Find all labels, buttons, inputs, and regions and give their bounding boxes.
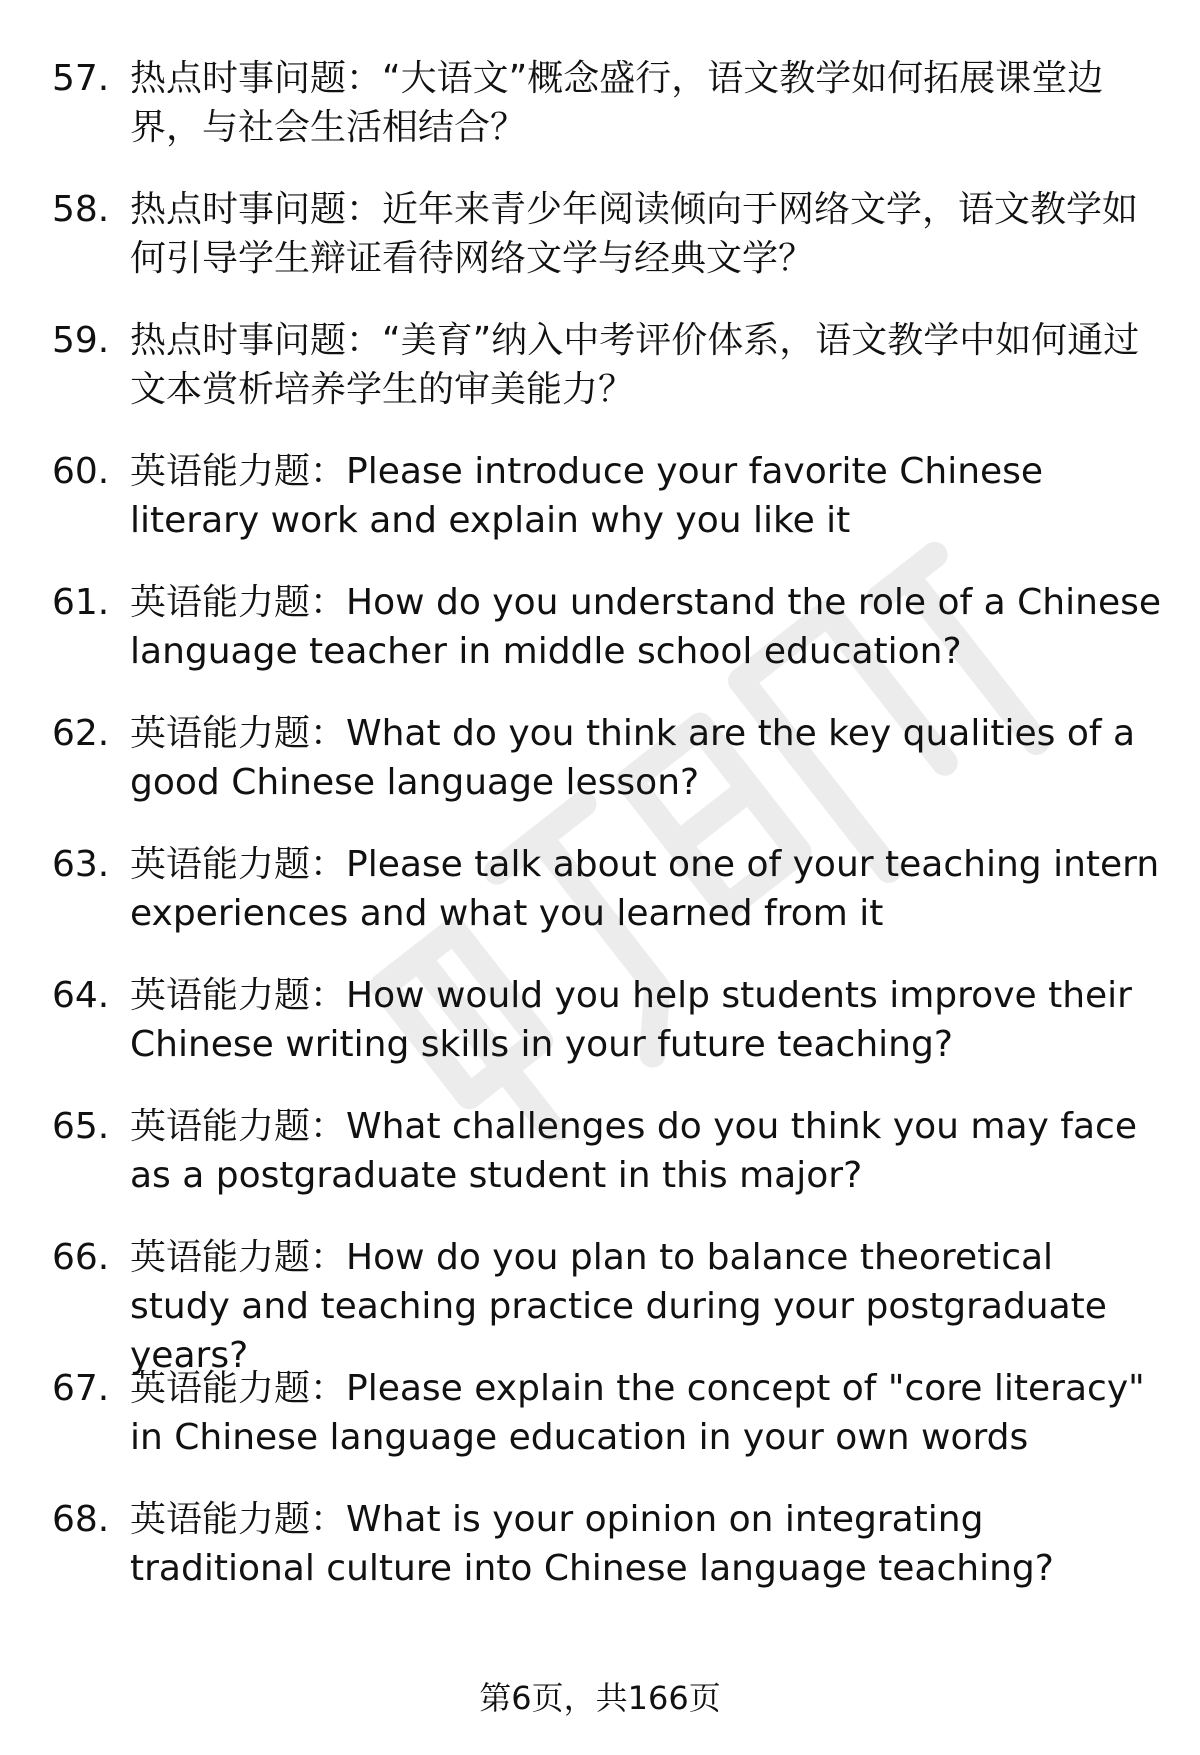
question-text: 英语能力题：What challenges do you think you may face as a postgraduate student in this major? xyxy=(130,1106,1137,1196)
question-text: 英语能力题：Please talk about one of your teaching intern experiences and what you learned from it xyxy=(130,844,1160,934)
question-text: 英语能力题：How would you help students improve their Chinese writing skills in your future teaching? xyxy=(130,975,1132,1065)
question-item xyxy=(52,447,1162,578)
question-item xyxy=(52,971,1162,1102)
question-number: 64. xyxy=(52,975,110,1016)
question-item xyxy=(52,54,1162,185)
question-item xyxy=(52,316,1162,447)
question-text: 热点时事问题：近年来青少年阅读倾向于网络文学，语文教学如何引导学生辩证看待网络文学与经典文学？ xyxy=(130,189,1139,279)
question-number: 66. xyxy=(52,1237,110,1278)
question-number: 68. xyxy=(52,1499,110,1540)
question-text: 英语能力题：Please explain the concept of "core literacy" in Chinese language education in your own words xyxy=(130,1368,1145,1458)
question-item xyxy=(52,709,1162,840)
question-text: 热点时事问题：“大语文”概念盛行，语文教学如何拓展课堂边界，与社会生活相结合？ xyxy=(130,58,1104,148)
question-text: 英语能力题：How do you understand the role of a Chinese language teacher in middle school education? xyxy=(130,582,1161,672)
question-item xyxy=(52,185,1162,316)
question-item xyxy=(52,1102,1162,1233)
page-number-footer: 第6页，共166页 xyxy=(479,1679,721,1717)
question-text: 热点时事问题：“美育”纳入中考评价体系，语文教学中如何通过文本赏析培养学生的审美能力？ xyxy=(130,320,1140,410)
question-text: 英语能力题：What do you think are the key qualities of a good Chinese language lesson? xyxy=(130,713,1136,803)
question-item xyxy=(52,840,1162,971)
question-number: 59. xyxy=(52,320,110,361)
question-item xyxy=(52,1495,1162,1626)
question-number: 67. xyxy=(52,1368,110,1409)
question-list xyxy=(52,54,1162,1626)
question-text: 英语能力题：What is your opinion on integrating traditional culture into Chinese language teaching? xyxy=(130,1499,1054,1589)
question-text: 英语能力题：Please introduce your favorite Chinese literary work and explain why you like it xyxy=(130,451,1044,541)
question-item xyxy=(52,1233,1162,1376)
question-item xyxy=(52,1364,1162,1495)
question-number: 62. xyxy=(52,713,110,754)
question-item xyxy=(52,578,1162,709)
question-number: 61. xyxy=(52,582,110,623)
question-text: 英语能力题：How do you plan to balance theoretical study and teaching practice during your postgraduate years? xyxy=(130,1237,1107,1376)
question-number: 65. xyxy=(52,1106,110,1147)
question-number: 60. xyxy=(52,451,110,492)
question-number: 63. xyxy=(52,844,110,885)
question-number: 58. xyxy=(52,189,110,230)
question-number: 57. xyxy=(52,58,110,99)
